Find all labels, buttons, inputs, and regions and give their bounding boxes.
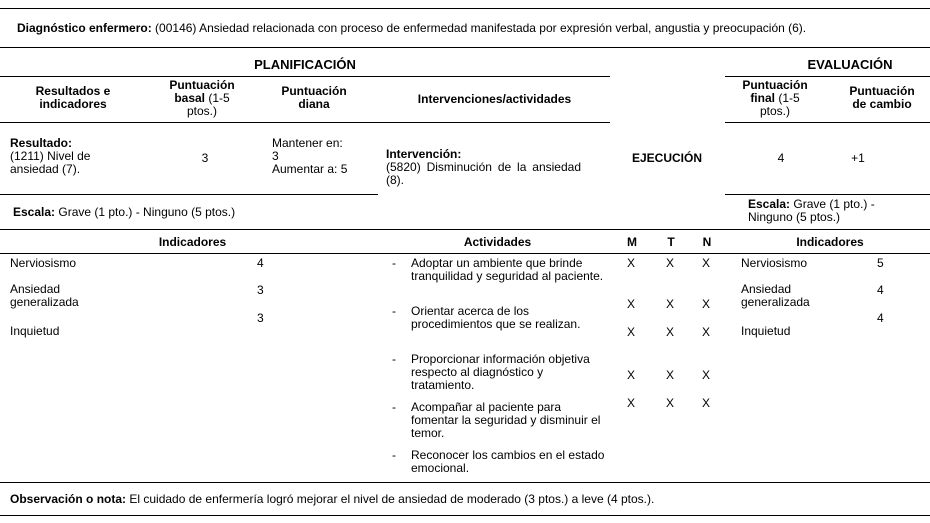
th-m: M: [627, 235, 637, 249]
rule-top: [0, 8, 930, 9]
resultado-label: Resultado:: [10, 136, 73, 150]
col-basal-rest: (1-5 ptos.): [186, 91, 230, 118]
ind-final-value-0: 5: [877, 256, 884, 270]
rule-bottom: [0, 515, 930, 516]
rule-planif-under: [0, 76, 610, 77]
mark-n-2: X: [702, 325, 711, 339]
resultado-cell: [10, 137, 130, 176]
rule-escala-right: [725, 194, 930, 195]
th-t: T: [667, 235, 675, 249]
bullet-dash: -: [392, 448, 396, 462]
observacion-line: [10, 492, 654, 506]
rule-table-head: [0, 253, 930, 254]
ind-final-name-0: Nerviosismo: [741, 256, 808, 270]
actividad-item: [392, 305, 607, 353]
intervencion-text: (5820) Disminución de la ansiedad (8).: [386, 160, 581, 187]
diana-line-2: 3: [272, 149, 279, 163]
bullet-dash: -: [392, 352, 396, 366]
mark-m-1: X: [627, 297, 636, 311]
ind-final-value-2: 4: [877, 311, 884, 325]
mark-n-1: X: [702, 297, 711, 311]
mark-n-0: X: [702, 256, 711, 270]
mark-t-3: X: [666, 368, 675, 382]
observacion-label: Observación o nota:: [10, 492, 127, 506]
mark-m-4: X: [627, 396, 636, 410]
rule-diag-bottom: [0, 47, 930, 48]
rule-table-bottom: [0, 482, 930, 483]
mark-m-3: X: [627, 368, 636, 382]
th-n: N: [702, 235, 712, 249]
intervencion-cell: [386, 148, 581, 187]
col-final-rest: (1-5 ptos.): [759, 91, 800, 118]
th-indicadores-left: Indicadores: [158, 235, 227, 249]
ind-basal-name-1: Ansiedad generalizada: [10, 282, 79, 309]
escala-left-label: Escala:: [13, 205, 56, 219]
intervencion-label: Intervención:: [386, 147, 462, 161]
ind-basal-value-1: 3: [257, 283, 264, 297]
escala-right-text: Grave (1 pto.) - Ninguno (5 ptos.): [748, 197, 875, 224]
mark-m-0: X: [627, 256, 636, 270]
rule-table-top: [0, 229, 930, 230]
escala-left-text: Grave (1 pto.) - Ninguno (5 ptos.): [55, 205, 236, 219]
mark-n-4: X: [702, 396, 711, 410]
diana-line-3: Aumentar a: 5: [272, 162, 348, 176]
col-basal: [158, 79, 246, 118]
col-diana: Puntuación diana: [281, 84, 347, 111]
diana-line-1: Mantener en:: [272, 136, 343, 150]
resultado-cambio: +1: [851, 151, 865, 165]
escala-right-label: Escala:: [748, 197, 791, 211]
actividad-text: Proporcionar información objetiva respecto al diagnóstico y tratamiento.: [411, 352, 590, 392]
resultado-diana: [272, 137, 372, 176]
rule-colhead-under: [0, 122, 610, 123]
col-cambio: Puntuación de cambio: [849, 84, 915, 111]
actividades-list: [392, 257, 607, 479]
col-basal-bold: Puntuación basal: [169, 78, 235, 105]
th-indicadores-right: Indicadores: [796, 235, 864, 249]
resultado-text: (1211) Nivel de ansiedad (7).: [10, 149, 91, 176]
rule-eval-under: [725, 76, 930, 77]
actividad-text: Adoptar un ambiente que brinde tranquilidad y seguridad al paciente.: [411, 256, 604, 283]
diagnostico-label: Diagnóstico enfermero:: [17, 21, 152, 35]
actividad-text: Orientar acerca de los procedimientos que se realizan.: [411, 304, 581, 331]
planificacion-header: PLANIFICACIÓN: [254, 57, 356, 72]
ind-basal-name-2: Inquietud: [10, 324, 60, 338]
th-actividades: Actividades: [463, 235, 532, 249]
actividad-item: [392, 257, 607, 305]
actividad-item: [392, 449, 607, 479]
mark-t-2: X: [666, 325, 675, 339]
ejecucion-header: EJECUCIÓN: [631, 151, 702, 165]
escala-right: [748, 198, 918, 224]
observacion-text: El cuidado de enfermería logró mejorar el nivel de ansiedad de moderado (3 ptos.) a leve (4 ptos.).: [126, 492, 655, 506]
ind-final-name-1: Ansiedad generalizada: [741, 282, 810, 309]
mark-m-2: X: [627, 325, 636, 339]
resultado-basal: 3: [201, 151, 209, 165]
diagnostico-line: [17, 21, 922, 35]
diagnostico-text: (00146) Ansiedad relacionada con proceso de enfermedad manifestada por expresión verbal, angustia y preocupación (6).: [155, 21, 807, 35]
col-intervenciones: Intervenciones/actividades: [417, 92, 572, 106]
mark-t-4: X: [666, 396, 675, 410]
escala-left: [13, 205, 235, 219]
ind-final-value-1: 4: [877, 283, 884, 297]
col-final: [735, 79, 815, 118]
ind-basal-value-0: 4: [257, 256, 264, 270]
bullet-dash: -: [392, 304, 396, 318]
rule-escala-left: [0, 194, 378, 195]
mark-n-3: X: [702, 368, 711, 382]
mark-t-1: X: [666, 297, 675, 311]
col-final-bold: Puntuación final: [742, 78, 808, 105]
bullet-dash: -: [392, 256, 396, 270]
actividad-item: [392, 401, 607, 449]
rule-colhead-under-eval: [725, 122, 930, 123]
bullet-dash: -: [392, 400, 396, 414]
mark-t-0: X: [666, 256, 675, 270]
actividad-item: [392, 353, 607, 401]
evaluacion-header: EVALUACIÓN: [807, 57, 893, 72]
actividad-text: Acompañar al paciente para fomentar la seguridad y disminuir el temor.: [411, 400, 601, 440]
ind-basal-name-0: Nerviosismo: [10, 256, 77, 270]
actividad-text: Reconocer los cambios en el estado emocional.: [411, 448, 605, 475]
col-resultados: Resultados e indicadores: [35, 84, 111, 111]
ind-final-name-2: Inquietud: [741, 324, 791, 338]
resultado-final: 4: [777, 151, 785, 165]
ind-basal-value-2: 3: [257, 311, 264, 325]
